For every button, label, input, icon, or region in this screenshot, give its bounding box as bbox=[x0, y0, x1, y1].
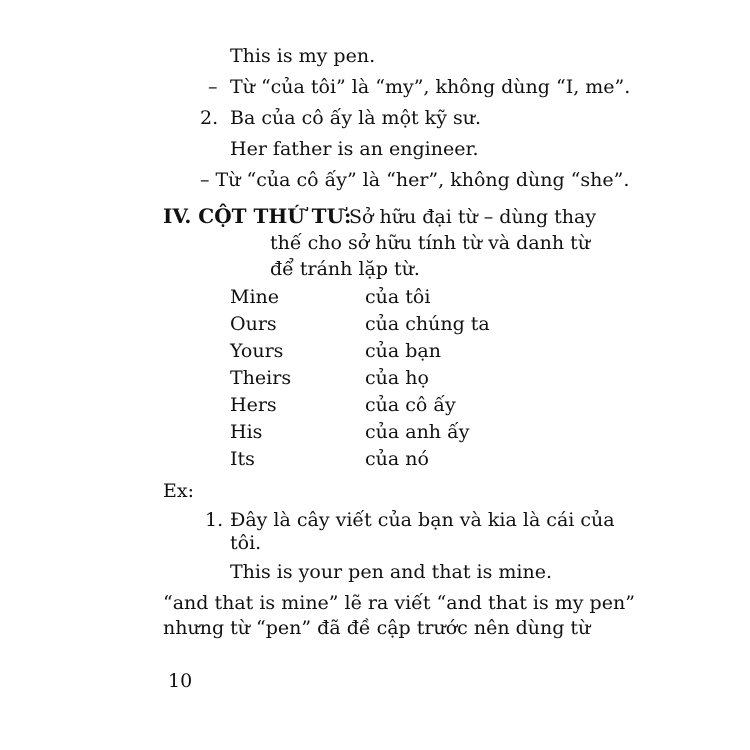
example-sentence: This is my pen. bbox=[230, 45, 376, 67]
item-text: Ba của cô ấy là một kỹ sư. bbox=[230, 107, 481, 129]
pronoun-en: Mine bbox=[230, 286, 280, 308]
note-text: – Từ “của cô ấy” là “her”, không dùng “she”. bbox=[200, 169, 630, 191]
item-text: tôi. bbox=[230, 532, 262, 554]
section-description: để tránh lặp từ. bbox=[270, 258, 420, 280]
pronoun-vi: của nó bbox=[365, 448, 429, 470]
pronoun-vi: của anh ấy bbox=[365, 421, 470, 443]
note-dash: – bbox=[208, 76, 218, 98]
pronoun-en: Yours bbox=[230, 340, 284, 362]
pronoun-en: Hers bbox=[230, 394, 277, 416]
section-description: Sở hữu đại từ – dùng thay bbox=[349, 206, 597, 228]
item-translation: This is your pen and that is mine. bbox=[230, 561, 552, 583]
pronoun-en: Ours bbox=[230, 313, 277, 335]
section-heading: IV. CỘT THỨ TƯ: bbox=[163, 204, 352, 228]
pronoun-vi: của bạn bbox=[365, 340, 441, 362]
item-text: Đây là cây viết của bạn và kia là cái của bbox=[230, 509, 615, 531]
pronoun-vi: của tôi bbox=[365, 286, 431, 308]
pronoun-vi: của họ bbox=[365, 367, 429, 389]
explanation-text: nhưng từ “pen” đã đề cập trước nên dùng từ bbox=[163, 617, 591, 639]
explanation-text: “and that is mine” lẽ ra viết “and that is my pen” bbox=[163, 592, 635, 614]
pronoun-vi: của chúng ta bbox=[365, 313, 490, 335]
item-translation: Her father is an engineer. bbox=[230, 138, 479, 160]
pronoun-en: His bbox=[230, 421, 263, 443]
pronoun-en: Theirs bbox=[230, 367, 292, 389]
pronoun-vi: của cô ấy bbox=[365, 394, 456, 416]
pronoun-en: Its bbox=[230, 448, 255, 470]
section-description: thế cho sở hữu tính từ và danh từ bbox=[270, 232, 591, 254]
item-number: 2. bbox=[200, 107, 219, 129]
note-text: Từ “của tôi” là “my”, không dùng “I, me”. bbox=[230, 76, 631, 98]
item-number: 1. bbox=[205, 509, 224, 531]
example-label: Ex: bbox=[163, 480, 194, 502]
page-number: 10 bbox=[168, 670, 193, 692]
